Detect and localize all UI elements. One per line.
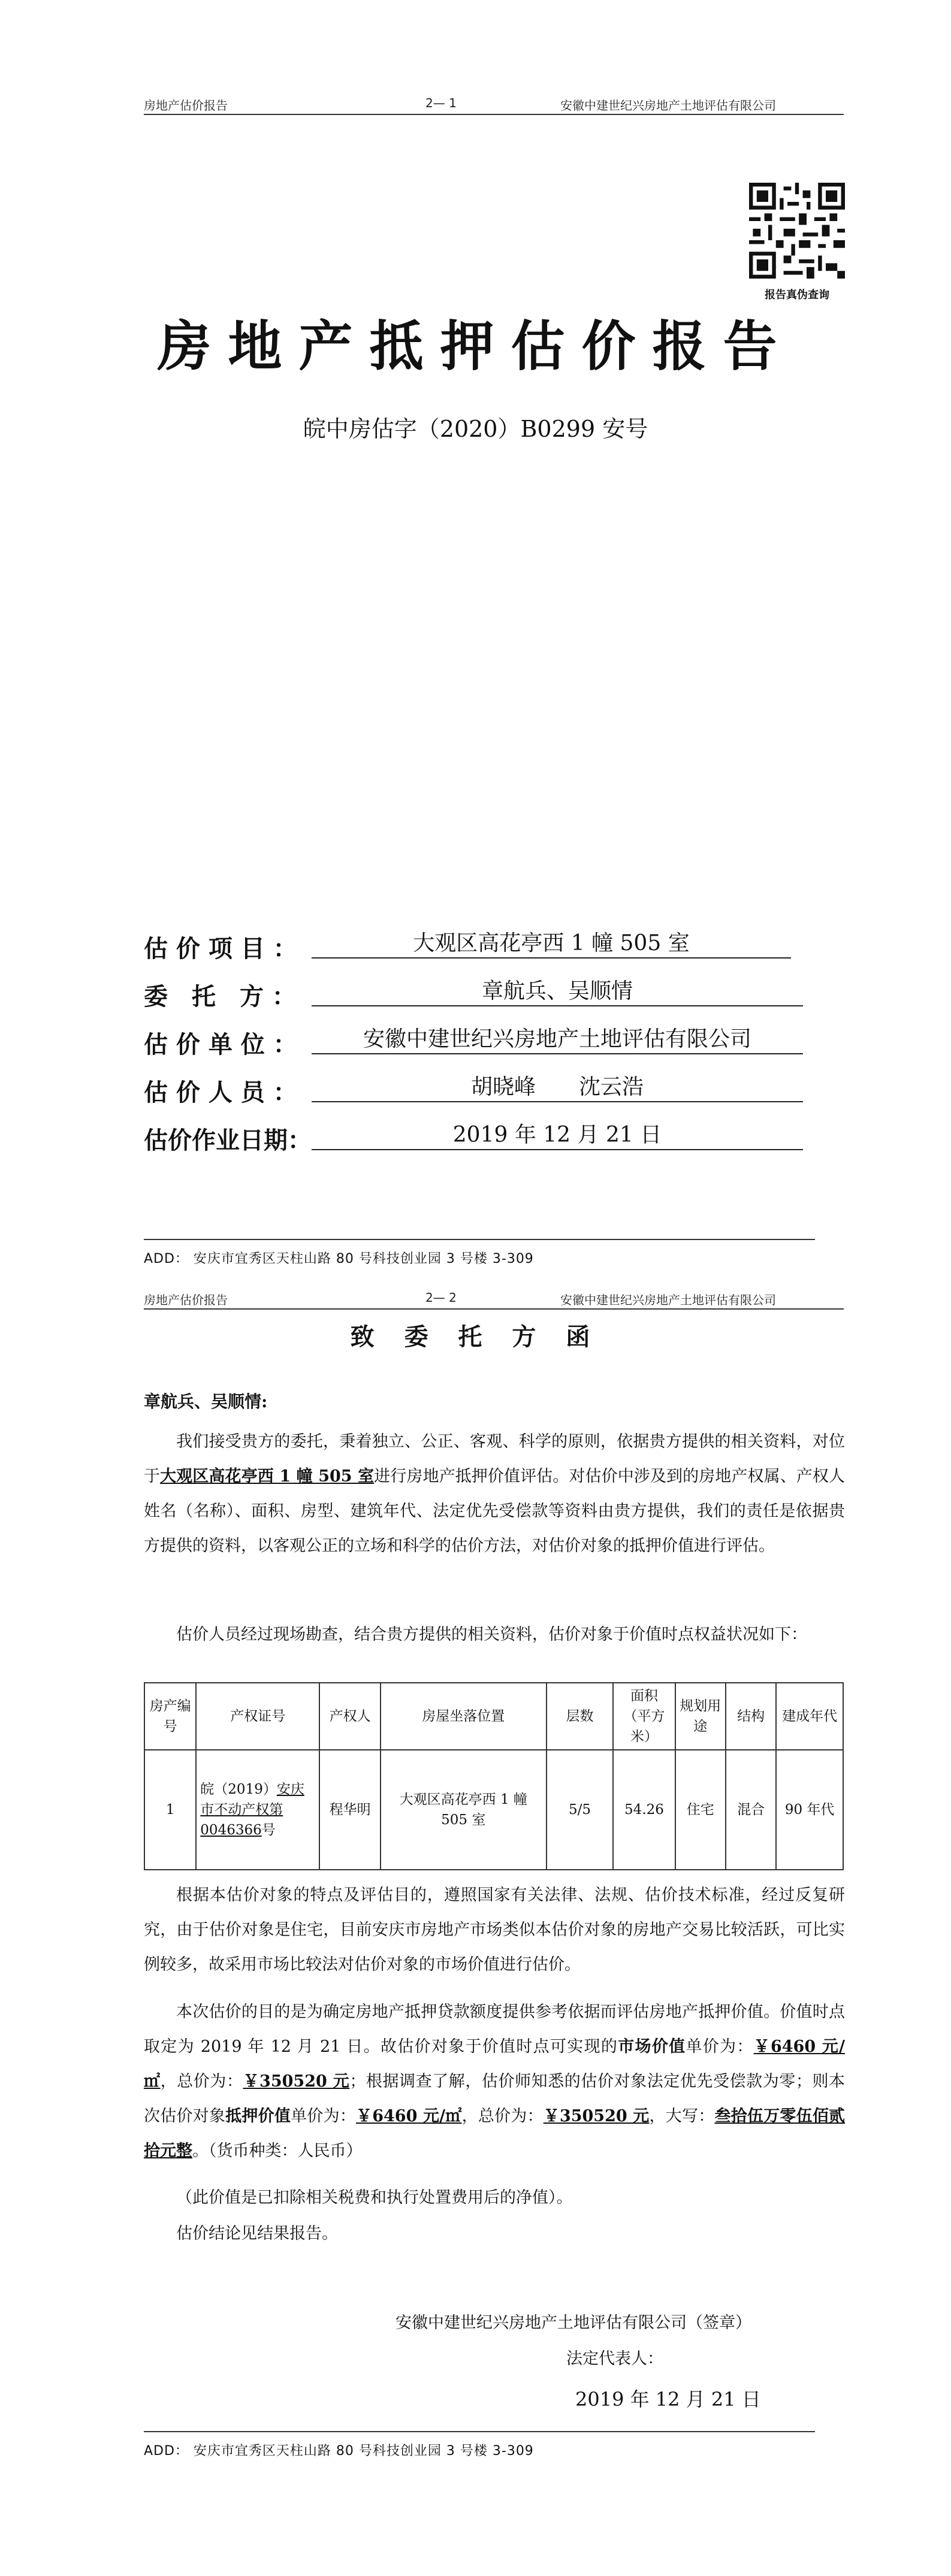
header-right: 安徽中建世纪兴房地产土地评估有限公司 bbox=[560, 98, 776, 113]
table-header: 面积（平方米） bbox=[613, 1683, 675, 1750]
amount-in-words: 叁拾伍万零伍佰贰拾元整 bbox=[144, 2107, 846, 2160]
header-left: 房地产估价报告 bbox=[144, 1293, 228, 1307]
qr-code-icon bbox=[749, 183, 845, 279]
market-total-price: ￥350520 元 bbox=[243, 2072, 350, 2091]
table-header: 结构 bbox=[726, 1683, 776, 1750]
paragraph-conclusion-ref: 估价结论见结果报告。 bbox=[176, 2224, 338, 2243]
table-header-row bbox=[144, 1683, 843, 1750]
footer-address: ADD： 安庆市宜秀区天柱山路 80 号科技创业园 3 号楼 3-309 bbox=[144, 2444, 534, 2459]
footer-rule bbox=[144, 1239, 815, 1240]
table-header: 建成年代 bbox=[776, 1683, 843, 1750]
field-label-project: 估 价 项 目 ： bbox=[144, 935, 297, 963]
field-value-project: 大观区高花亭西 1 幢 505 室 bbox=[312, 930, 791, 959]
header-left: 房地产估价报告 bbox=[144, 98, 228, 113]
field-value-work-date: 2019 年 12 月 21 日 bbox=[312, 1121, 803, 1150]
paragraph-survey: 估价人员经过现场勘查，结合贵方提供的相关资料，估价对象于价值时点权益状况如下： bbox=[176, 1625, 807, 1644]
field-value-appraiser-org: 安徽中建世纪兴房地产土地评估有限公司 bbox=[312, 1026, 803, 1054]
property-address: 大观区高花亭西 1 幢 505 室 bbox=[160, 1467, 375, 1486]
paragraph-valuation: 本次估价的目的是为确定房地产抵押贷款额度提供参考依据而评估房地产抵押价值。价值时点取定为 2019 年 12 月 21 日。故估价对象于价值时点可实现的市场价值单价为：￥6460 元/㎡，总价为：￥350520 元；根据调查了解，估价师知悉的估价对象法定优先受偿款为零；则本次估价对象抵押价值单价为：￥6460 元/㎡，总价为：￥350520 元，大写：叁拾伍万零伍佰贰拾元整。（货币种类：人民币） bbox=[144, 2003, 846, 2160]
paragraph-method: 根据本估价对象的特点及评估目的，遵照国家有关法律、法规、估价技术标准，经过反复研究，由于估价对象是住宅，目前安庆市房地产市场类似本估价对象的房地产交易比较活跃，可比实例较多，故采用市场比较法对估价对象的市场价值进行估价。 bbox=[144, 1886, 845, 1974]
header-rule bbox=[144, 114, 844, 115]
cell-use: 住宅 bbox=[675, 1750, 726, 1870]
table-header: 房产编号 bbox=[144, 1683, 196, 1750]
property-table bbox=[144, 1682, 844, 1870]
table-header: 产权人 bbox=[319, 1683, 381, 1750]
field-label-work-date: 估价作业日期： bbox=[144, 1127, 312, 1154]
field-value-client: 章航兵、吴顺情 bbox=[312, 978, 803, 1006]
letter-title: 致 委 托 方 函 bbox=[350, 1323, 601, 1351]
cell-structure: 混合 bbox=[726, 1750, 776, 1870]
field-label-client: 委 托 方 ： bbox=[144, 983, 296, 1011]
cell-no: 1 bbox=[144, 1750, 196, 1870]
field-value-appraisers: 胡晓峰 沈云浩 bbox=[312, 1074, 803, 1102]
field-label-appraiser-org: 估 价 单 位 ： bbox=[144, 1031, 297, 1059]
signature-company: 安徽中建世纪兴房地产土地评估有限公司（签章） bbox=[396, 2314, 751, 2332]
table-header: 规划用途 bbox=[675, 1683, 726, 1750]
header-right: 安徽中建世纪兴房地产土地评估有限公司 bbox=[560, 1293, 776, 1307]
table-row bbox=[144, 1750, 843, 1870]
report-title: 房地产抵押估价报告 bbox=[157, 315, 794, 378]
header-rule bbox=[144, 1308, 844, 1310]
salutation: 章航兵、吴顺情: bbox=[144, 1392, 268, 1411]
footer-address: ADD： 安庆市宜秀区天柱山路 80 号科技创业园 3 号楼 3-309 bbox=[144, 1251, 534, 1266]
cell-cert: 皖（2019）安庆市不动产权第 0046366号 bbox=[196, 1750, 319, 1870]
cell-owner: 程华明 bbox=[319, 1750, 381, 1870]
signature-legal-rep: 法定代表人： bbox=[566, 2350, 663, 2368]
mortgage-total-price: ￥350520 元 bbox=[543, 2107, 650, 2125]
header-page-number: 2— 2 bbox=[425, 1290, 457, 1305]
cell-era: 90 年代 bbox=[776, 1750, 843, 1870]
table-header: 产权证号 bbox=[196, 1683, 319, 1750]
cell-floors: 5/5 bbox=[547, 1750, 614, 1870]
footer-rule bbox=[144, 2431, 815, 2432]
cell-location: 大观区高花亭西 1 幢 505 室 bbox=[381, 1750, 546, 1870]
table-header: 房屋坐落位置 bbox=[381, 1683, 546, 1750]
qr-caption: 报告真伪查询 bbox=[765, 289, 829, 301]
paragraph-intro: 我们接受贵方的委托，秉着独立、公正、客观、科学的原则，依据贵方提供的相关资料，对位于大观区高花亭西 1 幢 505 室进行房地产抵押价值评估。对估价中涉及到的房地产权属、产权人姓名（名称）、面积、房型、建筑年代、法定优先受偿款等资料由贵方提供，我们的责任是依据贵方提供的资料，以客观公正的立场和科学的估价方法，对估价对象的抵押价值进行评估。 bbox=[144, 1432, 846, 1555]
header-page-number: 2— 1 bbox=[425, 96, 457, 110]
table-header: 层数 bbox=[547, 1683, 614, 1750]
market-unit-price: ￥6460 元/㎡ bbox=[144, 2037, 846, 2091]
field-label-appraisers: 估 价 人 员 ： bbox=[144, 1079, 297, 1106]
mortgage-unit-price: ￥6460 元/㎡ bbox=[356, 2107, 462, 2125]
signature-date: 2019 年 12 月 21 日 bbox=[575, 2388, 761, 2411]
report-number: 皖中房估字（2020）B0299 安号 bbox=[303, 416, 648, 442]
paragraph-net-value-note: （此价值是已扣除相关税费和执行处置费用后的净值）。 bbox=[176, 2188, 573, 2207]
cell-area: 54.26 bbox=[613, 1750, 675, 1870]
